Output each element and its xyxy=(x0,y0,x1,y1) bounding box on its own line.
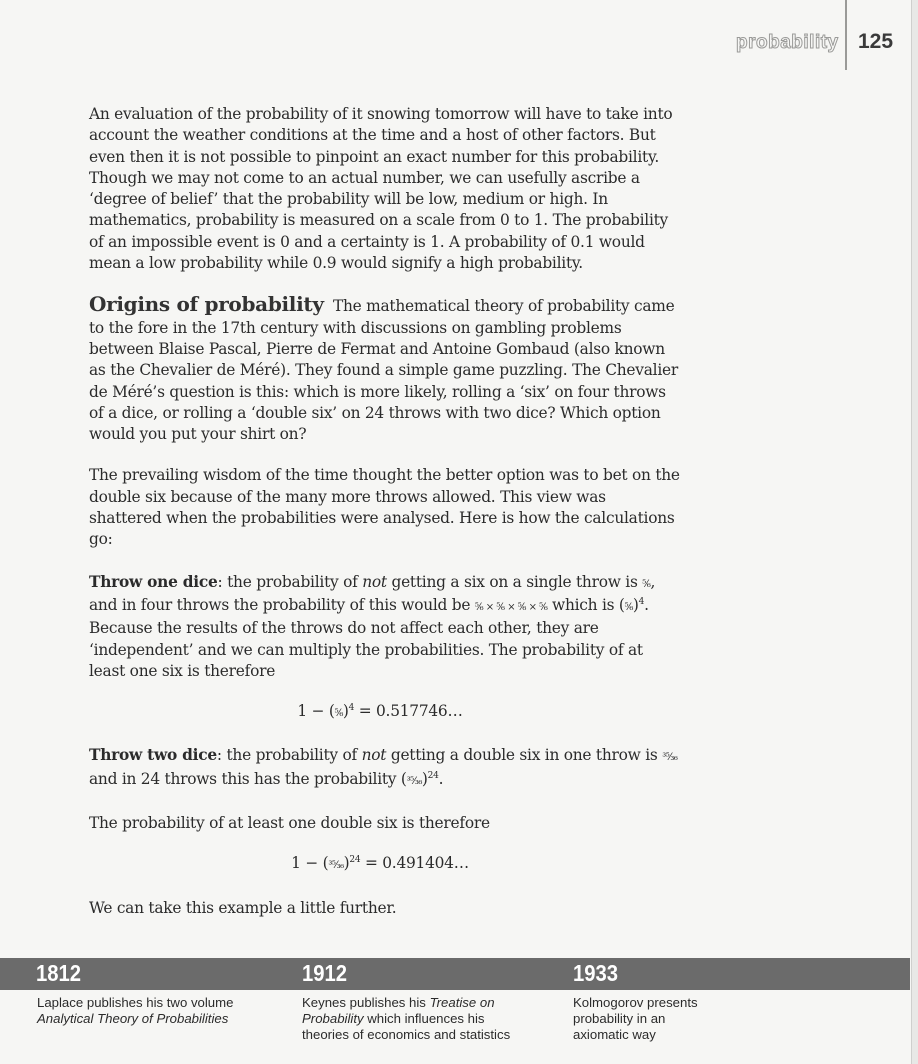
paragraph-wisdom: The prevailing wisdom of the time thought the better option was to bet on the double six because of the many more throws allowed. This view was shattered when the probabilities were analysed. Here is how the calculations go: xyxy=(89,466,680,549)
page-number: 125 xyxy=(858,30,894,53)
timeline-1812-title: Analytical Theory of Probabilities xyxy=(37,1011,229,1026)
paragraph-throw-two xyxy=(89,745,681,792)
paragraph-double-six: The probability of at least one double six is therefore xyxy=(89,814,490,833)
header-rule xyxy=(845,0,847,70)
paragraph-throw-one xyxy=(89,572,681,682)
timeline-year-1812: 1812 xyxy=(36,960,82,986)
throw-one-not: not xyxy=(362,572,387,591)
timeline-1933-line1: Kolmogorov presents xyxy=(573,995,698,1010)
throw-one-text-6: . Because the results of the throws do not affect each other, they are ‘independent’ and we can multiply the probabilities. The probability of at least one six is therefore xyxy=(89,595,649,680)
section-text: The mathematical theory of probability came to the fore in the 17th century with discussions on gambling problems between Blaise Pascal, Pierre de Fermat and Antoine Gombaud (also known as the Chevalier de Méré). They found a simple game puzzling. The Chevalier de Méré’s question is this: which is more likely, rolling a ‘six’ on four throws of a dice, or rolling a ‘double six’ on 24 throws with two dice? Which option would you put your shirt on? xyxy=(89,297,678,444)
equation-two-exponent: 24 xyxy=(349,855,361,866)
equation-two-a: 1 − ( xyxy=(291,854,329,873)
timeline-bar xyxy=(0,958,910,990)
throw-one-text-2: getting a six on a single throw is xyxy=(386,572,643,591)
throw-two-text-2: getting a double six in one throw is xyxy=(386,746,663,765)
equation-one-b: ) xyxy=(342,702,349,721)
throw-one-text-4: which is ( xyxy=(547,595,625,614)
equation-two-b: ) xyxy=(343,854,350,873)
page-edge xyxy=(911,0,918,1064)
timeline-1912-line1: Keynes publishes his xyxy=(302,995,430,1010)
throw-two-text-5: . xyxy=(438,769,444,788)
throw-one-text-5: ) xyxy=(632,595,639,614)
section-heading: Origins of probability xyxy=(89,292,324,317)
exponent-24: 24 xyxy=(427,770,439,781)
timeline-year-1933: 1933 xyxy=(573,960,619,986)
throw-one-text-3: , and in four throws the probability of this would be xyxy=(89,572,656,614)
equation-two-result: = 0.491404… xyxy=(360,854,469,873)
timeline-1912-title-a: Treatise on xyxy=(429,995,495,1010)
fraction-five-sixths: ⁵⁄₆ xyxy=(624,601,633,613)
throw-two-lead: Throw two dice xyxy=(89,746,217,765)
throw-two-text-1: : the probability of xyxy=(216,746,362,765)
timeline-entry-1812 xyxy=(37,995,233,1027)
throw-two-not: not xyxy=(361,746,387,765)
fraction-product: ⁵⁄₆ × ⁵⁄₆ × ⁵⁄₆ × ⁵⁄₆ xyxy=(474,601,548,613)
running-head: probability xyxy=(736,32,839,53)
paragraph-intro: An evaluation of the probability of it snowing tomorrow will have to take into account the weather conditions at the time and a host of other factors. But even then it is not possible to pinpoint an exact number for this probability. Though we may not come to an actual number, we can usefully ascribe a ‘degree of belief’ that the probability will be low, medium or high. In mathematics, probability is measured on a scale from 0 to 1. The probability of an impossible event is 0 and a certainty is 1. A probability of 0.1 would mean a low probability while 0.9 would signify a high probability. xyxy=(89,105,673,273)
timeline-entry-1912 xyxy=(302,995,510,1043)
paragraph-closing: We can take this example a little further. xyxy=(89,898,397,917)
equation-one-result: = 0.517746… xyxy=(354,702,463,721)
body-text xyxy=(89,104,681,919)
timeline-1812-line1: Laplace publishes his two volume xyxy=(37,995,234,1010)
timeline-entry-1933 xyxy=(573,995,698,1043)
equation-one-exponent: 4 xyxy=(348,703,355,713)
throw-two-text-4: ) xyxy=(421,769,428,788)
equation-two-fraction: ³⁵⁄₃₆ xyxy=(328,860,344,872)
fraction-35-36: ³⁵⁄₃₆ xyxy=(662,752,678,764)
equation-one-fraction: ⁵⁄₆ xyxy=(334,708,343,720)
equation-one xyxy=(89,701,681,724)
throw-one-text-1: : the probability of xyxy=(217,572,363,591)
timeline-1912-line2: which influences his xyxy=(363,1011,485,1026)
timeline-1933-line3: axiomatic way xyxy=(573,1027,656,1042)
equation-two xyxy=(89,853,681,876)
throw-two-text-3: and in 24 throws this has the probability ( xyxy=(89,769,407,788)
paragraph-origins xyxy=(89,294,681,445)
throw-one-lead: Throw one dice xyxy=(89,572,218,591)
exponent-four: 4 xyxy=(638,596,645,607)
equation-one-a: 1 − ( xyxy=(297,702,335,721)
fraction-five-sixths: ⁵⁄₆ xyxy=(642,578,651,590)
fraction-35-36: ³⁵⁄₃₆ xyxy=(406,775,422,787)
timeline-year-1912: 1912 xyxy=(302,960,348,986)
timeline-1933-line2: probability in an xyxy=(573,1011,666,1026)
timeline-1912-line3: theories of economics and statistics xyxy=(302,1027,511,1042)
timeline-1912-title-b: Probability xyxy=(302,1011,364,1026)
